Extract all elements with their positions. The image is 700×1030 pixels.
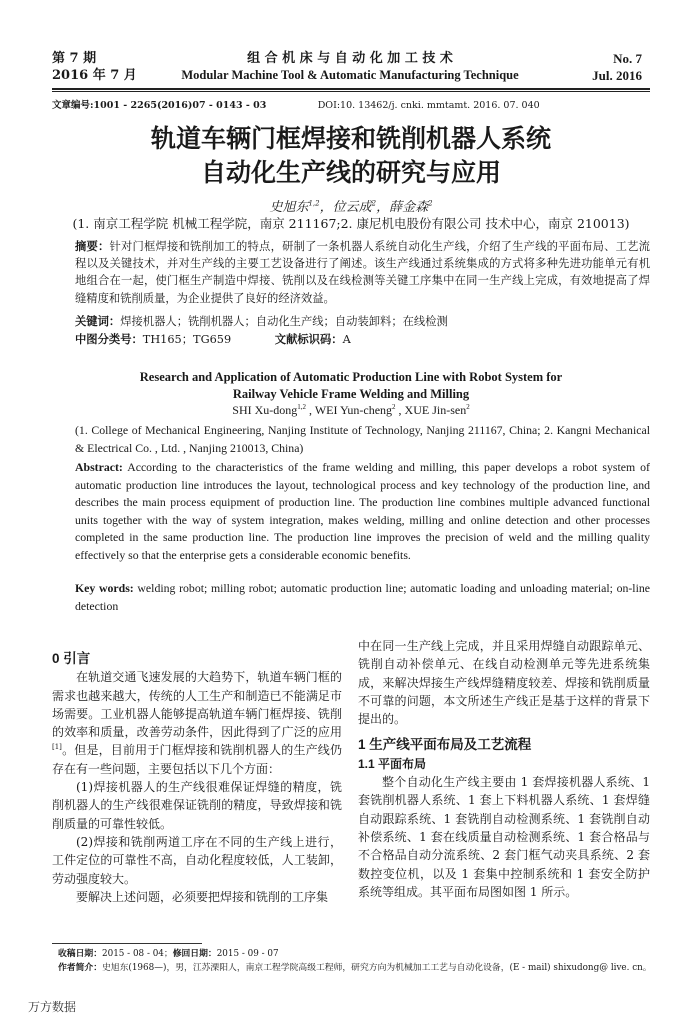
header-rule-thin xyxy=(52,91,650,92)
footnote-rule xyxy=(52,943,202,944)
abstract-en-text: According to the characteristics of the frame welding and milling, this paper develops a robot system of automatic production line introduces the layout, technological process and key technology of the production line, and describes the main process equipment of production line. The production line combines multiple advanced functional units together with the way of system integration, makes welding, milling and online detection and other processes completed in the same production line. The production line improves the precision of weld and the milling quality effectively so that the enterprise gets a considerable economic benefits. xyxy=(75,460,650,562)
abstract-en-label: Abstract: xyxy=(75,460,123,474)
section-1-heading: 1 生产线平面布局及工艺流程 xyxy=(358,737,532,753)
subsection-1-1-heading: 1.1 平面布局 xyxy=(358,756,427,771)
article-number: 文章编号:1001 - 2265(2016)07 - 0143 - 03 xyxy=(52,100,267,111)
classification-cn xyxy=(75,331,351,347)
running-header-center xyxy=(150,50,550,84)
date-en: Jul. 2016 xyxy=(592,68,642,83)
body-column-left xyxy=(52,650,342,906)
title-en-line1: Research and Application of Automatic Production Line with Robot System for xyxy=(139,370,563,384)
received-date: 2015 - 08 - 04； xyxy=(102,949,173,959)
affiliation-cn: (1. 南京工程学院 机械工程学院，南京 211167;2. 康尼机电股份有限公司 技术中心，南京 210013) xyxy=(72,216,630,231)
abstract-cn-text: 针对门框焊接和铣削加工的特点，研制了一条机器人系统自动化生产线，介绍了生产线的平面布局、工艺流程以及关键技术，并对生产线的主要工艺设备进行了阐述。该生产线通过系统集成的方式将多种先进功能单元有机地组合在一起，使门框生产制造中焊接、铣削以及在线检测等关键工序集中在同一生产线上完成，有效地提高了焊缝精度和铣削质量，为企业提供了良好的经济效益。 xyxy=(75,240,650,305)
intro-paragraph-1: 在轨道交通飞速发展的大趋势下，轨道车辆门框的需求也越来越大，传统的人工生产和制造已不能满足市场需要。工业机器人能够提高轨道车辆门框焊接、铣削的效率和质量，改善劳动条件，因此得到了广泛的应用[1]。但是，目前用于门框焊接和铣削机器人的生产线仍存在有一些问题，主要包括以下几个方面： xyxy=(52,670,342,776)
layout-paragraph: 整个自动化生产线主要由 1 套焊接机器人系统、1 套铣削机器人系统、1 套上下料机器人系统、1 套焊缝自动跟踪系统、1 套铣削自动检测系统、1 套铣削自动补偿系统、1 套在线质量自动检测系统、1 套合格品与不合格品自动分流系统、2 套门框气动夹具系统、2 套数控变位机，以及 1 套集中控制系统和 1 套安全防护系统等组成。其平面布局图如图 1 所示。 xyxy=(358,775,650,899)
article-meta xyxy=(52,97,540,111)
journal-name-cn: 组 合 机 床 与 自 动 化 加 工 技 术 xyxy=(247,51,453,66)
abstract-cn-label: 摘要： xyxy=(75,239,110,253)
issue-en: No. 7 xyxy=(613,51,642,66)
abstract-cn xyxy=(75,238,650,307)
title-cn-line1: 轨道车辆门框焊接和铣削机器人系统 xyxy=(150,124,551,153)
bio-label: 作者简介： xyxy=(58,963,102,973)
keywords-en-label: Key words: xyxy=(75,581,134,595)
date-cn: 2016 年 7 月 xyxy=(52,68,137,83)
abstract-en xyxy=(75,459,650,564)
running-header-left xyxy=(52,50,137,84)
affiliation-en: (1. College of Mechanical Engineering, Nanjing Institute of Technology, Nanjing 211167, China; 2. Kangni Mechanical & Electrical Co. , Ltd. , Nanjing 210013, China) xyxy=(75,423,650,455)
header-rule-thick xyxy=(52,88,650,90)
footnote-bio xyxy=(58,962,658,975)
footnote-dates xyxy=(58,948,658,961)
intro-continued: 中在同一生产线上完成，并且采用焊缝自动跟踪单元、铣削自动补偿单元、在线自动检测单元等先进系统集成，来解决焊接生产线焊缝精度较差、焊接和铣削质量不可靠的问题，本文所述生产线正是基于这样的背景下提出的。 xyxy=(358,639,650,727)
watermark: 万方数据 xyxy=(28,1000,77,1014)
keywords-en xyxy=(75,580,650,615)
intro-paragraph-4: 要解决上述问题，必须要把焊接和铣削的工序集 xyxy=(76,889,329,904)
keywords-cn xyxy=(75,313,448,329)
section-0-heading: 0 引言 xyxy=(52,651,91,666)
revised-date: 2015 - 09 - 07 xyxy=(216,949,279,959)
body-column-right xyxy=(358,637,650,901)
authors-cn: 史旭东$^{1,2}$，位云成$^2$，薛金森$^2$ xyxy=(269,199,433,215)
doi: DOI:10. 13462/j. cnki. mmtamt. 2016. 07. 040 xyxy=(317,100,540,111)
clc-label: 中图分类号： xyxy=(75,332,143,346)
title-cn-line2: 自动化生产线的研究与应用 xyxy=(200,158,501,187)
keywords-cn-text: 焊接机器人；铣削机器人；自动化生产线；自动装卸料；在线检测 xyxy=(120,315,448,328)
paper-title-en xyxy=(52,369,650,403)
bio-text: 史旭东(1968—)，男，江苏溧阳人，南京工程学院高级工程师，研究方向为机械加工工艺与自动化设备，(E - mail) shixudong@ live. cn。 xyxy=(102,963,652,973)
intro-paragraph-2: (1)焊接机器人的生产线很难保证焊缝的精度，铣削机器人的生产线很难保证铣削的精度，导致焊接和铣削质量的可靠性较低。 xyxy=(52,780,342,831)
paper-title-cn xyxy=(52,122,650,190)
journal-name-en: Modular Machine Tool & Automatic Manufacturing Technique xyxy=(181,68,519,82)
revised-label: 修回日期： xyxy=(172,949,217,959)
doc-code-value: A xyxy=(342,333,351,346)
clc-value: TH165；TG659 xyxy=(142,333,232,346)
keywords-cn-label: 关键词： xyxy=(75,314,121,328)
title-en-line2: Railway Vehicle Frame Welding and Milling xyxy=(232,387,470,401)
authors-en: SHI Xu-dong$^{1,2}$ , WEI Yun-cheng$^2$ , XUE Jin-sen$^2$ xyxy=(232,403,470,417)
intro-paragraph-3: (2)焊接和铣削两道工序在不同的生产线上进行，工件定位的可靠性不高，自动化程度较低，人工装卸，劳动强度较大。 xyxy=(52,834,342,886)
running-header-right xyxy=(592,50,642,84)
received-label: 收稿日期： xyxy=(58,949,102,959)
keywords-en-text: welding robot; milling robot; automatic production line; automatic loading and unloading material; on-line detection xyxy=(75,581,650,613)
issue-cn: 第 7 期 xyxy=(52,51,97,66)
doc-code-label: 文献标识码： xyxy=(274,332,343,346)
